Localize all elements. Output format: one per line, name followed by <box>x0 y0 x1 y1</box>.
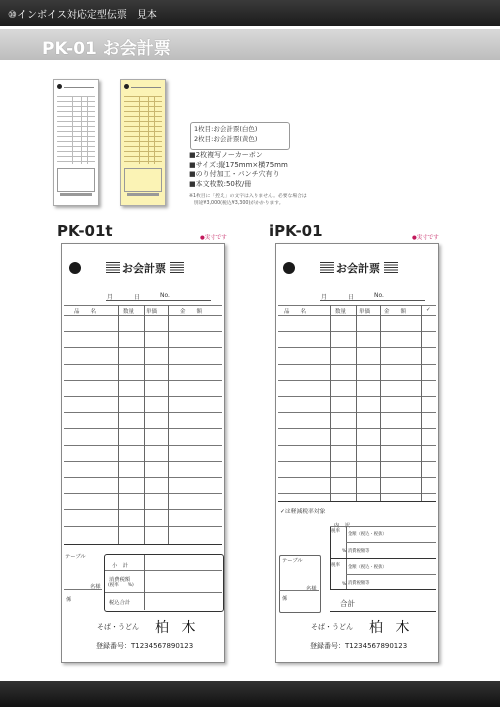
guest-box <box>279 555 321 613</box>
breakdown-row-line <box>346 542 436 543</box>
title-deco-bars <box>384 262 398 273</box>
thumb-row-line <box>124 106 162 107</box>
column-divider <box>330 305 331 501</box>
breakdown-bottom-line <box>330 589 436 590</box>
item-row-line <box>278 364 436 365</box>
thumb-row-line <box>57 141 95 142</box>
table-label: テーブル <box>282 558 303 564</box>
staff-label: 係 <box>282 596 288 602</box>
product-name-pk01t: PK-01t <box>57 222 113 240</box>
thumb-total-box <box>124 168 162 192</box>
slip-title: お会計票 <box>122 262 166 275</box>
thumb-footer <box>127 193 159 196</box>
title-deco-bars <box>170 262 184 273</box>
month-label: 月 <box>107 294 114 301</box>
thumb-footer <box>60 193 92 196</box>
thumb-row-line <box>124 126 162 127</box>
col-check-icon: ✓ <box>426 307 431 313</box>
item-row-line <box>278 380 436 381</box>
item-row-line <box>64 428 222 429</box>
column-divider <box>118 305 119 544</box>
thumb-row-line <box>124 161 162 162</box>
top-header-bar <box>0 0 500 26</box>
col-amount: 金 額 <box>180 309 203 315</box>
item-row-line <box>278 477 436 478</box>
registration-number: 登録番号：T1234567890123 <box>310 642 408 650</box>
thumbnail-white-copy <box>53 79 99 206</box>
feature-item: ■本文枚数:50枚/冊 <box>189 179 252 188</box>
tax-row-b: 消費税額等 <box>348 581 370 586</box>
rate-label-1: 税率 <box>331 529 340 534</box>
guests-label: 名様 <box>306 586 317 592</box>
breakdown-label: 内 訳 <box>334 523 350 529</box>
item-row-line <box>64 364 222 365</box>
thumb-row-line <box>57 116 95 117</box>
thumb-total-box <box>57 168 95 192</box>
bottom-bar <box>0 681 500 707</box>
header-bottom-line <box>278 315 436 316</box>
thumb-row-line <box>124 96 162 97</box>
thumb-row-line <box>57 101 95 102</box>
feature-item: ■サイズ:縦175mm×横75mm <box>189 160 288 169</box>
page-title: PK-01 お会計票 <box>42 39 171 59</box>
item-row-line <box>278 493 436 494</box>
thumb-row-line <box>124 101 162 102</box>
slip-pk01t <box>61 243 225 663</box>
col-item: 品 名 <box>284 309 307 315</box>
item-row-line <box>278 461 436 462</box>
day-label: 日 <box>348 294 355 301</box>
thumb-col-line <box>81 96 82 164</box>
day-label: 日 <box>134 294 141 301</box>
col-price: 単価 <box>359 309 371 315</box>
punch-hole-icon <box>57 84 62 89</box>
thumb-col-line <box>87 96 88 164</box>
date-underline <box>106 300 211 301</box>
amount-row-b: 金額（税込・税抜） <box>348 565 387 570</box>
number-label: No. <box>160 292 170 299</box>
thumb-title-line <box>131 83 161 88</box>
thumb-row-line <box>124 136 162 137</box>
thumb-row-line <box>57 161 95 162</box>
column-divider <box>421 305 422 501</box>
item-row-line <box>64 526 222 527</box>
column-divider <box>168 305 169 544</box>
thumb-row-line <box>124 131 162 132</box>
thumb-row-line <box>57 131 95 132</box>
thumb-col-line <box>72 96 73 164</box>
item-row-line <box>64 396 222 397</box>
tax-rate-label: (税率 %) <box>108 583 134 588</box>
thumb-title-line <box>64 83 94 88</box>
thumb-row-line <box>124 151 162 152</box>
column-divider <box>380 305 381 501</box>
total-box-divider <box>144 555 145 610</box>
item-row-line <box>64 461 222 462</box>
shop-name: 柏 木 <box>369 620 414 636</box>
registration-number: 登録番号：T1234567890123 <box>96 642 194 650</box>
rate-label-2: 税率 <box>331 563 340 568</box>
percent-2: % <box>342 582 347 587</box>
product-name-ipk01: iPK-01 <box>269 222 323 240</box>
item-row-line <box>278 428 436 429</box>
reduced-rate-note: ✓は軽減税率対象 <box>280 509 326 515</box>
amount-row-a: 金額（税込・税抜） <box>348 532 387 537</box>
note-line: 別途¥3,000(税込¥3,300)がかかります。 <box>189 201 284 206</box>
shop-name: 柏 木 <box>155 620 200 636</box>
item-row-line <box>64 347 222 348</box>
breakdown-row-line <box>346 574 436 575</box>
item-row-line <box>64 445 222 446</box>
thumb-row-line <box>57 106 95 107</box>
month-label: 月 <box>321 294 328 301</box>
title-bar <box>0 29 500 60</box>
col-item: 品 名 <box>74 309 97 315</box>
spec-note <box>189 193 307 207</box>
tax-row-a: 消費税額等 <box>348 549 370 554</box>
thumb-row-line <box>124 111 162 112</box>
item-row-line <box>278 396 436 397</box>
tax-divider <box>105 592 222 593</box>
col-amount: 金 額 <box>384 309 407 315</box>
copy-spec-box <box>190 122 290 150</box>
date-underline <box>320 300 425 301</box>
copy-1: 1枚目:お会計票(白色) <box>194 125 258 133</box>
breakdown-mid-line <box>330 558 436 559</box>
punch-hole-icon <box>283 262 295 274</box>
item-row-line <box>278 331 436 332</box>
item-row-line <box>64 380 222 381</box>
header-label: ⑩インボイス対応定型伝票 見本 <box>8 10 157 21</box>
item-row-line <box>64 493 222 494</box>
column-divider <box>144 305 145 544</box>
title-deco-bars <box>106 262 120 273</box>
thumb-row-line <box>57 96 95 97</box>
col-qty: 数量 <box>335 309 347 315</box>
slip-title: お会計票 <box>336 262 380 275</box>
table-bottom-line <box>278 501 436 502</box>
thumb-row-line <box>57 136 95 137</box>
thumb-row-line <box>57 126 95 127</box>
number-label: No. <box>374 292 384 299</box>
guest-underline <box>279 590 319 591</box>
actual-size-badge: ●実寸です <box>412 235 439 241</box>
feature-list <box>189 151 288 189</box>
thumb-row-line <box>124 121 162 122</box>
thumb-row-line <box>124 116 162 117</box>
table-top-line <box>278 305 436 306</box>
shop-type: そば・うどん <box>97 623 139 631</box>
header-bottom-line <box>64 315 222 316</box>
item-row-line <box>278 347 436 348</box>
table-label: テーブル <box>65 554 86 560</box>
slip-ipk01 <box>275 243 439 663</box>
thumb-row-line <box>124 156 162 157</box>
item-row-line <box>64 331 222 332</box>
item-row-line <box>64 412 222 413</box>
shop-type: そば・うどん <box>311 623 353 631</box>
guest-underline <box>64 589 102 590</box>
thumbnail-yellow-copy <box>120 79 166 206</box>
thumb-col-line <box>148 96 149 164</box>
title-deco-bars <box>320 262 334 273</box>
subtotal-label: 小 計 <box>112 563 128 569</box>
feature-item: ■2枚複写ノーカーボン <box>189 151 263 159</box>
thumb-row-line <box>57 111 95 112</box>
guests-label: 名様 <box>90 584 101 590</box>
item-row-line <box>64 509 222 510</box>
thumb-row-line <box>124 141 162 142</box>
col-qty: 数量 <box>123 309 135 315</box>
item-row-line <box>64 477 222 478</box>
actual-size-badge: ●実寸です <box>200 235 227 241</box>
table-top-line <box>64 305 222 306</box>
staff-label: 係 <box>66 597 72 603</box>
thumb-col-line <box>154 96 155 164</box>
thumb-row-line <box>57 151 95 152</box>
thumb-row-line <box>57 156 95 157</box>
item-row-line <box>278 445 436 446</box>
total-underline <box>330 611 436 612</box>
thumb-col-line <box>139 96 140 164</box>
column-divider <box>356 305 357 501</box>
percent-1: % <box>342 549 347 554</box>
table-bottom-line <box>64 544 222 545</box>
col-price: 単価 <box>146 309 158 315</box>
copy-2: 2枚目:お会計票(黄色) <box>194 135 258 143</box>
thumb-row-line <box>57 146 95 147</box>
tax-label: 消費税額 <box>109 577 131 583</box>
total-label: 合計 <box>340 599 355 608</box>
thumb-row-line <box>57 121 95 122</box>
thumb-row-line <box>124 146 162 147</box>
item-row-line <box>278 412 436 413</box>
subtotal-divider <box>105 570 222 571</box>
note-line: ※1枚目に「控え」の文字は入りません。必要な場合は <box>189 194 307 199</box>
punch-hole-icon <box>69 262 81 274</box>
feature-item: ■のり付加工・パンチ穴有り <box>189 170 280 178</box>
punch-hole-icon <box>124 84 129 89</box>
total-label: 税込合計 <box>109 600 131 606</box>
